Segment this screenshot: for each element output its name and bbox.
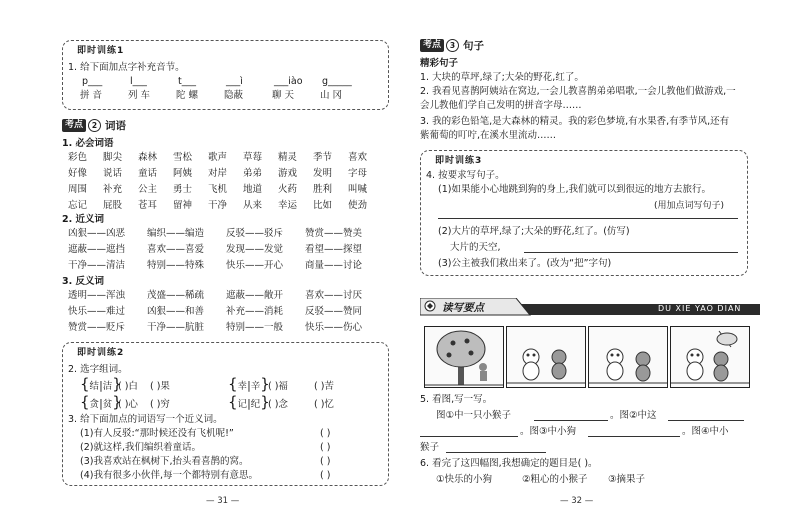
vocab-word: 季节 bbox=[313, 152, 333, 163]
key-point-label: 考点 bbox=[420, 39, 444, 52]
page-number: — 31 — bbox=[206, 496, 240, 506]
right-page bbox=[400, 0, 800, 522]
exercise-2-q3: 3. 给下面加点的词语写一个近义词。 bbox=[68, 414, 223, 425]
vocab-word: 歌声 bbox=[208, 152, 228, 163]
word: 山 冈 bbox=[320, 90, 343, 101]
antonym-pair: 透明——浑浊 bbox=[68, 290, 126, 301]
synonym-pair: 编织——编造 bbox=[147, 228, 205, 239]
question-5-part-b: 。图②中这 bbox=[610, 410, 657, 421]
vocab-heading: 1. 必会词语 bbox=[62, 138, 114, 149]
exercise-title-3: 即时训练3 bbox=[432, 156, 485, 167]
vocab-word: 雪松 bbox=[173, 152, 193, 163]
exercise-3-item-1: (1)如果能小心地跳到狗的身上,我们就可以到很远的地方去旅行。 bbox=[438, 184, 711, 195]
synonym-pair: 凶狠——凶恶 bbox=[68, 228, 126, 239]
word: 陀 螺 bbox=[176, 90, 199, 101]
pair-1-word-a[interactable]: ( )白 bbox=[118, 381, 138, 392]
antonym-pair: 喜欢——讨厌 bbox=[305, 290, 363, 301]
char-option: 洁 bbox=[102, 381, 113, 392]
answer-line[interactable] bbox=[420, 426, 518, 437]
synonym-pair: 商量——讨论 bbox=[305, 260, 363, 271]
story-picture-4 bbox=[670, 326, 750, 388]
question-5-part-d: 。图④中小 bbox=[682, 426, 729, 437]
char-pair-row-3: {贪|贫} bbox=[80, 393, 122, 411]
pair-1-word-b[interactable]: ( )果 bbox=[150, 381, 170, 392]
pair-4-word-a[interactable]: ( )念 bbox=[268, 399, 288, 410]
exercise-2-q2: 2. 选字组词。 bbox=[68, 364, 128, 375]
antonym-pair: 快乐——难过 bbox=[68, 306, 126, 317]
question-6-option[interactable]: ①快乐的小狗 bbox=[436, 474, 493, 485]
antonym-pair: 赞赏——贬斥 bbox=[68, 322, 126, 333]
exercise-3-item-1-note: (用加点词写句子) bbox=[654, 201, 725, 211]
vocab-word: 胜利 bbox=[313, 184, 333, 195]
question-5: 5. 看图,写一写。 bbox=[420, 394, 493, 405]
synonym-pair: 遮蔽——遮挡 bbox=[68, 244, 126, 255]
sentence-line: 1. 大块的草坪,绿了;大朵的野花,红了。 bbox=[420, 72, 584, 83]
word: 列 车 bbox=[128, 90, 151, 101]
pair-3-word-b[interactable]: ( )穷 bbox=[150, 399, 170, 410]
synonym-item: (2)就这样,我们编织着童话。 bbox=[80, 442, 201, 453]
antonym-pair: 快乐——伤心 bbox=[305, 322, 363, 333]
vocab-word: 周围 bbox=[68, 184, 88, 195]
key-point-label: 考点 bbox=[62, 119, 86, 132]
question-5-part-c: 。图③中小狗 bbox=[520, 426, 577, 437]
vocab-word: 草莓 bbox=[243, 152, 263, 163]
vocab-word: 森林 bbox=[138, 152, 158, 163]
word-row bbox=[80, 90, 368, 102]
exercise-3-item-2: (2)大片的草坪,绿了;大朵的野花,红了。(仿写) bbox=[438, 226, 630, 237]
vocab-word: 苍耳 bbox=[138, 200, 158, 211]
exercise-3-item-3: (3)公主被我们救出来了。(改为“把”字句) bbox=[438, 258, 612, 269]
question-6-option[interactable]: ②粗心的小猴子 bbox=[522, 474, 588, 485]
pinyin-blank[interactable]: t___ bbox=[178, 76, 196, 87]
answer-line[interactable] bbox=[668, 410, 744, 421]
char-option: 结 bbox=[89, 381, 100, 392]
antonym-pair: 凶狠——和善 bbox=[147, 306, 205, 317]
vocab-word: 说话 bbox=[103, 168, 123, 179]
vocab-word: 地道 bbox=[243, 184, 263, 195]
answer-line[interactable] bbox=[446, 442, 546, 453]
vocab-word: 公主 bbox=[138, 184, 158, 195]
key-point-title: 句子 bbox=[463, 40, 485, 52]
pair-4-word-b[interactable]: ( )忆 bbox=[314, 399, 334, 410]
answer-blank[interactable]: ( ) bbox=[320, 442, 331, 453]
synonym-item: (4)我有很多小伙伴,每一个都特别有意思。 bbox=[80, 470, 258, 481]
key-point-2-header bbox=[62, 118, 126, 133]
synonym-item: (3)我喜欢站在枫树下,抬头看喜鹊的窝。 bbox=[80, 456, 249, 467]
vocab-word: 使劲 bbox=[348, 200, 368, 211]
vocab-word: 屁股 bbox=[103, 200, 123, 211]
antonym-pair: 特别——一般 bbox=[226, 322, 284, 333]
char-option: 记 bbox=[237, 399, 248, 410]
vocab-word: 比如 bbox=[313, 200, 333, 211]
exercise-1-question: 1. 给下面加点字补充音节。 bbox=[68, 62, 185, 73]
question-6-option[interactable]: ③摘果子 bbox=[608, 474, 646, 485]
char-pair-row-4: {记|纪} bbox=[228, 393, 270, 411]
vocab-word: 留神 bbox=[173, 200, 193, 211]
synonym-pair: 特别——特殊 bbox=[147, 260, 205, 271]
story-picture-1 bbox=[424, 326, 504, 388]
section-heading: 精彩句子 bbox=[420, 58, 459, 69]
key-point-3-header bbox=[420, 38, 484, 53]
vocab-word: 彩色 bbox=[68, 152, 88, 163]
synonym-pair: 快乐——开心 bbox=[226, 260, 284, 271]
key-point-number: 2 bbox=[88, 119, 101, 132]
pair-3-word-a[interactable]: ( )心 bbox=[118, 399, 138, 410]
char-option: 幸 bbox=[237, 381, 248, 392]
pinyin-blank[interactable]: g_____ bbox=[322, 76, 352, 87]
vocab-word: 阿姨 bbox=[173, 168, 193, 179]
exercise-3-item-2-start: 大片的天空, bbox=[450, 242, 501, 253]
synonym-pair: 赞赏——赞美 bbox=[305, 228, 363, 239]
sentence-line: 3. 我的彩色铅笔,是大森林的精灵。我的彩色梦境,有水果香,有季节风,还有 bbox=[420, 116, 730, 127]
char-pair-row-1: {结|洁} bbox=[80, 375, 122, 393]
pinyin-row bbox=[82, 76, 370, 88]
banner-title: 读写要点 bbox=[442, 302, 484, 314]
antonym-pair: 补充——消耗 bbox=[226, 306, 284, 317]
exercise-title-2: 即时训练2 bbox=[74, 348, 127, 359]
question-5-part-e: 猴子 bbox=[420, 442, 440, 453]
vocab-grid bbox=[68, 152, 383, 212]
antonym-pair: 茂盛——稀疏 bbox=[147, 290, 205, 301]
antonyms-heading: 3. 反义词 bbox=[62, 276, 105, 287]
story-picture-2 bbox=[506, 326, 586, 388]
vocab-word: 幸运 bbox=[278, 200, 298, 211]
vocab-word: 童话 bbox=[138, 168, 158, 179]
reading-writing-banner bbox=[420, 298, 760, 314]
vocab-word: 补充 bbox=[103, 184, 123, 195]
vocab-word: 对岸 bbox=[208, 168, 228, 179]
vocab-word: 游戏 bbox=[278, 168, 298, 179]
pair-2-word-a[interactable]: ( )福 bbox=[268, 381, 288, 392]
word: 拼 音 bbox=[80, 90, 103, 101]
synonyms-heading: 2. 近义词 bbox=[62, 214, 105, 225]
key-point-title: 词语 bbox=[105, 120, 127, 132]
word: 隐蔽 bbox=[224, 90, 244, 101]
question-6: 6. 看完了这四幅图,我想确定的题目是( )。 bbox=[420, 458, 598, 469]
antonym-pair: 干净——肮脏 bbox=[147, 322, 205, 333]
vocab-word: 精灵 bbox=[278, 152, 298, 163]
vocab-word: 忘记 bbox=[68, 200, 88, 211]
answer-blank[interactable]: ( ) bbox=[320, 470, 331, 481]
vocab-word: 字母 bbox=[348, 168, 368, 179]
answer-line[interactable] bbox=[588, 426, 680, 437]
story-picture-3 bbox=[588, 326, 668, 388]
exercise-title-1: 即时训练1 bbox=[74, 46, 127, 57]
answer-line[interactable] bbox=[438, 208, 738, 219]
answer-line[interactable] bbox=[534, 410, 608, 421]
answer-blank[interactable]: ( ) bbox=[320, 428, 331, 439]
vocab-word: 脚尖 bbox=[103, 152, 123, 163]
vocab-word: 好像 bbox=[68, 168, 88, 179]
exercise-3-question: 4. 按要求写句子。 bbox=[426, 170, 505, 181]
synonyms-grid bbox=[68, 228, 384, 272]
vocab-word: 飞机 bbox=[208, 184, 228, 195]
char-option: 纪 bbox=[250, 399, 261, 410]
synonym-item: (1)有人反驳:“那时候还没有飞机呢!” bbox=[80, 428, 234, 439]
vocab-word: 干净 bbox=[208, 200, 228, 211]
pinyin-blank[interactable]: ___iào bbox=[274, 76, 303, 87]
antonym-pair: 反驳——赞同 bbox=[305, 306, 363, 317]
synonym-pair: 反驳——驳斥 bbox=[226, 228, 284, 239]
synonym-pair: 干净——清洁 bbox=[68, 260, 126, 271]
synonym-pair: 发现——发觉 bbox=[226, 244, 284, 255]
key-point-number: 3 bbox=[446, 39, 459, 52]
banner-pinyin: DU XIE YAO DIAN bbox=[658, 304, 742, 313]
pinyin-blank[interactable]: ___ì bbox=[226, 76, 243, 87]
sentence-line: 2. 我看见喜鹊阿姨站在窝边,一会儿教喜鹊弟弟唱歌,一会儿教他们做游戏,一 bbox=[420, 86, 736, 97]
vocab-word: 从来 bbox=[243, 200, 263, 211]
sentence-line: 紫葡萄的叮咛,在溪水里流动…… bbox=[420, 130, 557, 141]
char-pair-row-2: {幸|辛} bbox=[228, 375, 270, 393]
question-5-part-a: 图①中一只小猴子 bbox=[436, 410, 512, 421]
page-number: — 32 — bbox=[560, 496, 594, 506]
pinyin-blank[interactable]: p___ bbox=[82, 76, 103, 87]
vocab-word: 叫喊 bbox=[348, 184, 368, 195]
answer-blank[interactable]: ( ) bbox=[320, 456, 331, 467]
vocab-word: 弟弟 bbox=[243, 168, 263, 179]
antonyms-grid bbox=[68, 290, 384, 334]
char-option: 贫 bbox=[102, 399, 113, 410]
word: 聊 天 bbox=[272, 90, 295, 101]
pinyin-blank[interactable]: l___ bbox=[130, 76, 147, 87]
vocab-word: 喜欢 bbox=[348, 152, 368, 163]
antonym-pair: 遮蔽——敞开 bbox=[226, 290, 284, 301]
vocab-word: 火药 bbox=[278, 184, 298, 195]
char-option: 贪 bbox=[89, 399, 100, 410]
synonym-pair: 看望——探望 bbox=[305, 244, 363, 255]
pair-2-word-b[interactable]: ( )苦 bbox=[314, 381, 334, 392]
char-option: 辛 bbox=[250, 381, 261, 392]
vocab-word: 勇士 bbox=[173, 184, 193, 195]
sentence-line: 会儿教他们学自己发明的拼音字母…… bbox=[420, 100, 582, 111]
vocab-word: 发明 bbox=[313, 168, 333, 179]
answer-line[interactable] bbox=[524, 242, 738, 253]
synonym-pair: 喜欢——喜爱 bbox=[147, 244, 205, 255]
